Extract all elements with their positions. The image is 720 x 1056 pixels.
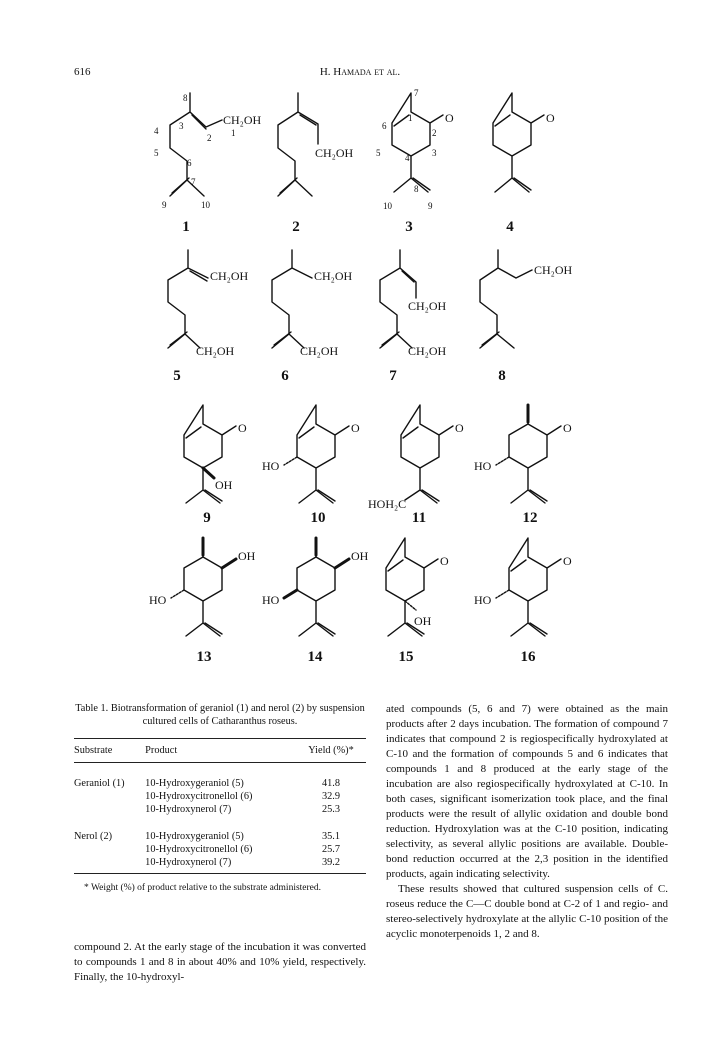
svg-text:HO: HO bbox=[474, 593, 492, 607]
svg-text:OH: OH bbox=[351, 549, 369, 563]
svg-text:O: O bbox=[440, 554, 449, 568]
structure-7 bbox=[380, 250, 447, 358]
svg-text:4: 4 bbox=[154, 126, 159, 136]
svg-text:O: O bbox=[445, 111, 454, 125]
svg-text:CH₂OH: CH₂OH bbox=[408, 344, 447, 358]
compound-label-4: 4 bbox=[506, 219, 514, 235]
svg-text:1: 1 bbox=[231, 128, 236, 138]
svg-text:O: O bbox=[351, 421, 360, 435]
svg-text:O: O bbox=[563, 421, 572, 435]
structure-14 bbox=[262, 538, 369, 636]
svg-text:O: O bbox=[563, 554, 572, 568]
structure-5 bbox=[168, 250, 249, 358]
structure-11 bbox=[368, 405, 464, 511]
svg-text:5: 5 bbox=[376, 148, 381, 158]
svg-text:HO: HO bbox=[149, 593, 167, 607]
structure-3 bbox=[376, 88, 454, 211]
compound-label-9: 9 bbox=[203, 510, 211, 526]
table-row: 10-Hydroxynerol (7) 39.2 bbox=[74, 856, 366, 874]
compound-label-12: 12 bbox=[522, 510, 538, 526]
svg-text:4: 4 bbox=[405, 153, 410, 163]
structure-12 bbox=[474, 405, 572, 503]
table-row: 10-Hydroxycitronellol (6) 32.9 bbox=[145, 791, 341, 802]
table-footnote: * Weight (%) of product relative to the substrate administered. bbox=[84, 883, 322, 893]
ch2oh-label: CH₂OH bbox=[315, 146, 354, 160]
svg-text:1: 1 bbox=[408, 113, 413, 123]
svg-text:CH₂OH: CH₂OH bbox=[210, 269, 249, 283]
table-header-substrate: Substrate bbox=[74, 745, 113, 756]
svg-text:OH: OH bbox=[238, 549, 256, 563]
svg-text:5: 5 bbox=[154, 148, 159, 158]
svg-text:7: 7 bbox=[414, 88, 419, 98]
structure-4 bbox=[493, 93, 555, 192]
structure-6 bbox=[272, 250, 353, 358]
table-header-product: Product bbox=[145, 745, 178, 756]
svg-text:7: 7 bbox=[191, 177, 196, 187]
table-row: 10-Hydroxycitronellol (6) 25.7 bbox=[145, 844, 341, 855]
structure-2 bbox=[278, 93, 354, 196]
compound-label-16: 16 bbox=[520, 649, 536, 665]
structure-9 bbox=[184, 405, 247, 503]
svg-text:2: 2 bbox=[207, 133, 212, 143]
compound-label-7: 7 bbox=[389, 368, 397, 384]
compound-label-8: 8 bbox=[498, 368, 506, 384]
compound-label-2: 2 bbox=[292, 219, 300, 235]
svg-text:6: 6 bbox=[187, 158, 192, 168]
left-column bbox=[74, 702, 366, 985]
compound-label-3: 3 bbox=[405, 219, 413, 235]
svg-text:O: O bbox=[238, 421, 247, 435]
right-body-paragraph-1: ated compounds (5, 6 and 7) were obtained as the main products after 2 days incubation. The formation of compound 7 indicates that compound 2 is regiospecifically hydroxylated at C-10 and the formation of compounds 5 and 6 indicates that compounds 1 and 8 produced at the early stage of the incubation are also regiospecifically hydroxylated at C-10. In both cases, significant isomerization took place, and the final products were the result of allylic oxidation and double bond reduction. Hydroxylation was at the C-10 position, indicating selectivity, as several allylic positions are available. Double-bond reduction occurred at the 2,3 position in the identified products, again indicating selectivity. bbox=[386, 703, 668, 880]
svg-text:CH₂OH: CH₂OH bbox=[534, 263, 573, 277]
svg-text:9: 9 bbox=[162, 200, 167, 210]
svg-text:2: 2 bbox=[432, 128, 437, 138]
svg-text:HOH₂C: HOH₂C bbox=[368, 497, 407, 511]
compound-label-5: 5 bbox=[173, 368, 181, 384]
svg-text:OH: OH bbox=[215, 478, 233, 492]
structure-10 bbox=[262, 405, 360, 503]
table-1 bbox=[74, 738, 366, 874]
svg-text:CH₂OH: CH₂OH bbox=[196, 344, 235, 358]
svg-text:OH: OH bbox=[414, 614, 432, 628]
ch2oh-label: CH₂OH bbox=[223, 113, 262, 127]
right-body-paragraph-2: These results showed that cultured suspension cells of C. roseus reduce the C—C double bond at C-2 of 1 and regio- and stereo-selectively hydroxylate at the allylic C-10 position of the acyclic monoterpenoids 1, 2 and 8. bbox=[386, 883, 668, 940]
svg-text:CH₂OH: CH₂OH bbox=[408, 299, 447, 313]
left-body-paragraph: compound 2. At the early stage of the incubation it was converted to compounds 1 and 8 in about 40% and 10% yield, respectively. Finally, the 10-hydroxyl- bbox=[74, 941, 366, 983]
right-column bbox=[386, 702, 668, 942]
running-head: H. Hamada et al. bbox=[319, 66, 401, 78]
svg-text:8: 8 bbox=[414, 184, 419, 194]
table-caption: Table 1. Biotransformation of geraniol (1) and nerol (2) by suspension cultured cells of Catharanthus roseus. bbox=[75, 703, 365, 727]
svg-text:O: O bbox=[546, 111, 555, 125]
structure-16 bbox=[474, 538, 572, 636]
table-row: Nerol (2) 10-Hydroxygeraniol (5) 35.1 bbox=[74, 831, 341, 842]
compound-label-11: 11 bbox=[411, 510, 427, 526]
svg-text:3: 3 bbox=[432, 148, 437, 158]
svg-text:10: 10 bbox=[383, 201, 392, 211]
structure-8 bbox=[480, 250, 573, 348]
compound-label-6: 6 bbox=[281, 368, 289, 384]
structure-13 bbox=[149, 538, 256, 636]
svg-text:3: 3 bbox=[179, 121, 184, 131]
table-row: Geraniol (1) 10-Hydroxygeraniol (5) 41.8 bbox=[74, 778, 341, 789]
compound-label-1: 1 bbox=[182, 219, 190, 235]
table-row: 10-Hydroxynerol (7) 25.3 bbox=[145, 804, 341, 815]
structure-15 bbox=[386, 538, 449, 636]
svg-text:6: 6 bbox=[382, 121, 387, 131]
compound-label-15: 15 bbox=[398, 649, 414, 665]
svg-text:CH₂OH: CH₂OH bbox=[314, 269, 353, 283]
svg-text:HO: HO bbox=[262, 459, 280, 473]
svg-text:10: 10 bbox=[201, 200, 210, 210]
svg-text:8: 8 bbox=[183, 93, 188, 103]
svg-text:HO: HO bbox=[262, 593, 280, 607]
page-number: 616 bbox=[74, 66, 91, 78]
compound-label-14: 14 bbox=[307, 649, 323, 665]
structure-1 bbox=[154, 93, 262, 210]
compound-label-13: 13 bbox=[196, 649, 212, 665]
svg-text:HO: HO bbox=[474, 459, 492, 473]
svg-text:O: O bbox=[455, 421, 464, 435]
table-header-yield: Yield (%)* bbox=[308, 745, 354, 756]
svg-text:CH₂OH: CH₂OH bbox=[300, 344, 339, 358]
svg-text:9: 9 bbox=[428, 201, 433, 211]
compound-label-10: 10 bbox=[310, 510, 326, 526]
